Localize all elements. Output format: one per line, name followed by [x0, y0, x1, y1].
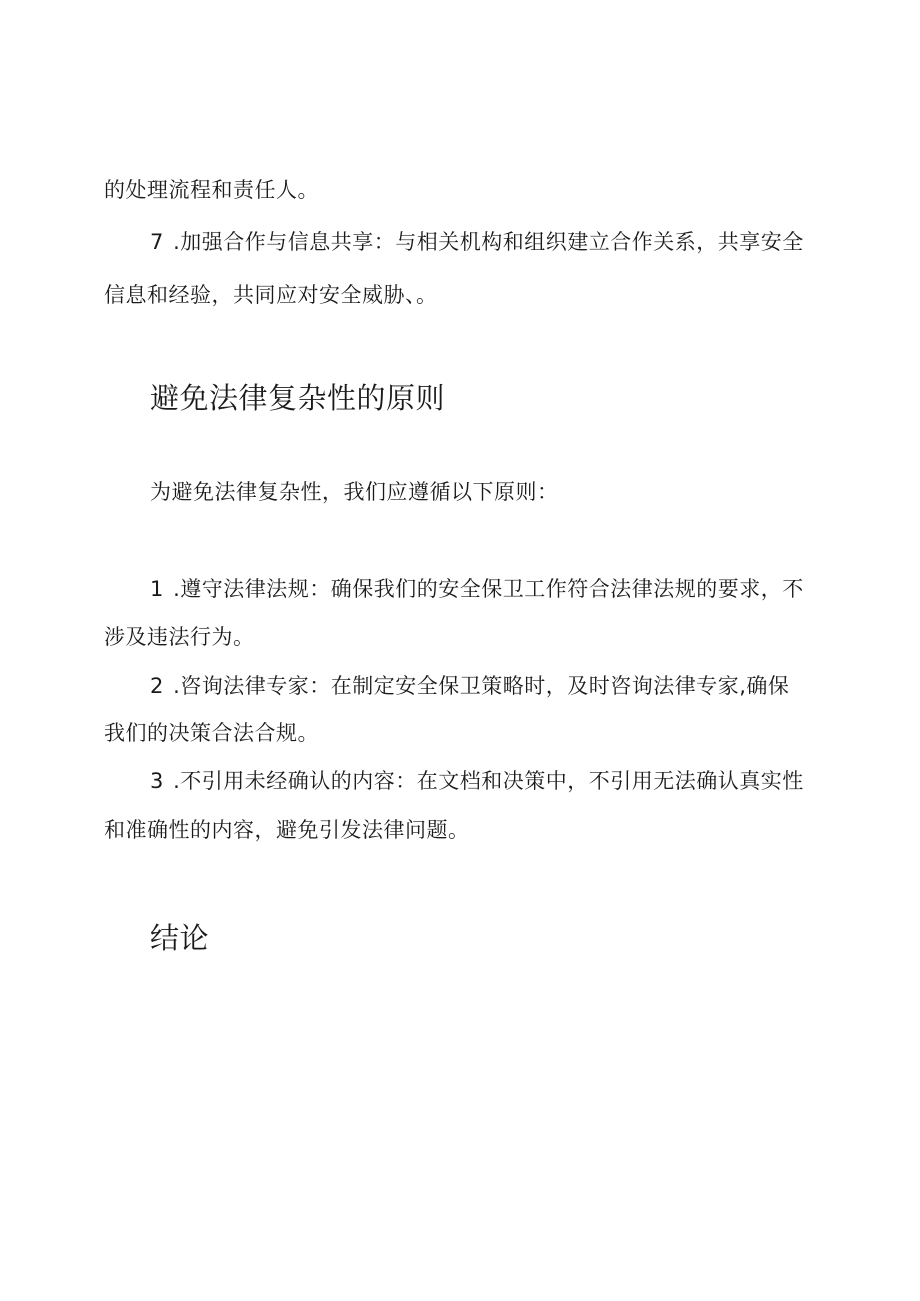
section-intro-paragraph — [150, 477, 559, 507]
list-item-7-line1 — [150, 227, 804, 257]
section-heading-conclusion: 结论 — [150, 921, 210, 955]
list-item-text: .遵守法律法规：确保我们的安全保卫工作符合法律法规的要求，不 — [173, 577, 804, 601]
list-item-1-line1 — [150, 574, 804, 604]
list-item-text: .加强合作与信息共享：与相关机构和组织建立合作关系，共享安全 — [173, 230, 804, 254]
section-heading-principles: 避免法律复杂性的原则 — [150, 381, 446, 415]
list-item-7-line2 — [104, 280, 438, 310]
list-item-2-line2 — [104, 718, 319, 748]
continuation-text: 的处理流程和责任人。 — [104, 178, 319, 202]
intro-text: 为避免法律复杂性，我们应遵循以下原则： — [150, 480, 559, 504]
list-item-3-line2 — [104, 815, 470, 845]
list-item-number: 2 — [150, 674, 164, 698]
list-item-text: 涉及违法行为。 — [104, 625, 255, 649]
list-item-2-line1 — [150, 671, 789, 701]
list-item-text: .不引用未经确认的内容：在文档和决策中，不引用无法确认真实性 — [173, 769, 804, 793]
list-item-number: 7 — [150, 230, 164, 254]
list-item-1-line2 — [104, 622, 255, 652]
list-item-text: .咨询法律专家：在制定安全保卫策略时，及时咨询法律专家,确保 — [173, 674, 790, 698]
list-item-text: 和准确性的内容，避免引发法律问题。 — [104, 818, 470, 842]
list-item-text: 信息和经验，共同应对安全威胁、。 — [104, 283, 438, 307]
list-item-number: 1 — [150, 577, 164, 601]
continuation-paragraph — [104, 175, 319, 205]
list-item-text: 我们的决策合法合规。 — [104, 721, 319, 745]
list-item-3-line1 — [150, 766, 804, 796]
list-item-number: 3 — [150, 769, 164, 793]
